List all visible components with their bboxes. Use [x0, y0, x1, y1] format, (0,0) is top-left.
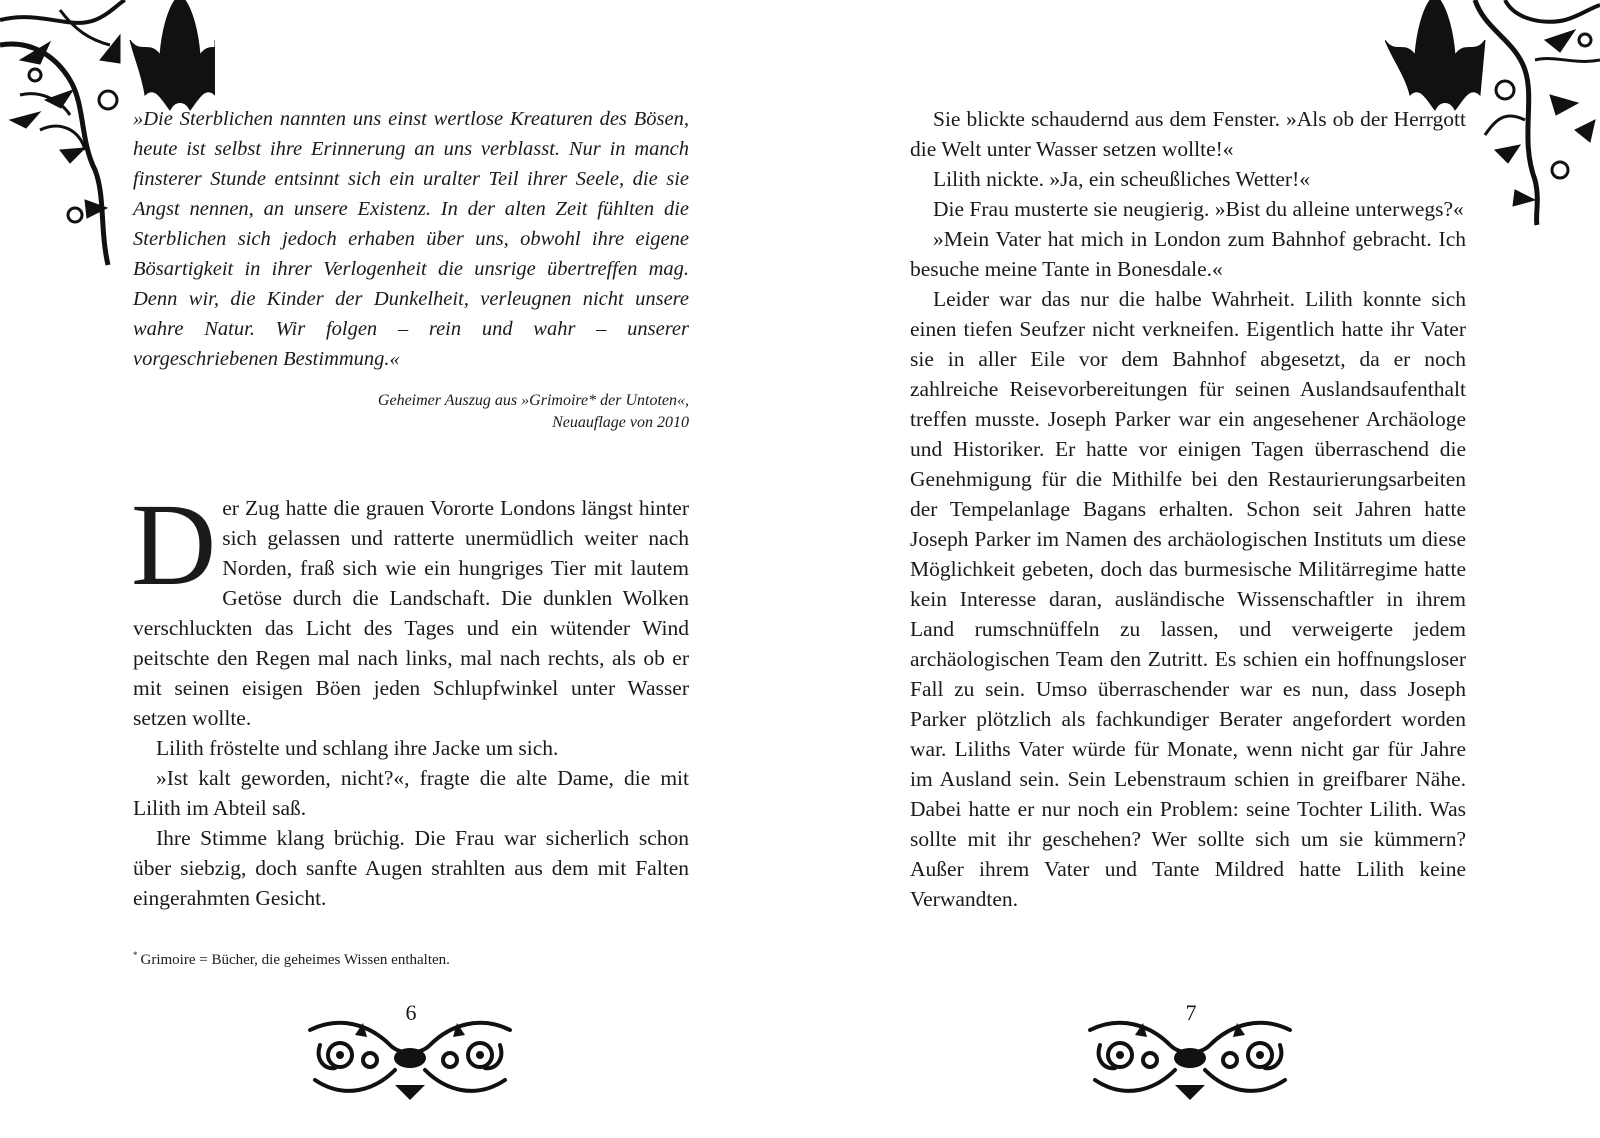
footnote-mark: * — [133, 950, 138, 960]
page-number: 6 — [405, 1000, 417, 1025]
paragraph: Die Frau musterte sie neugierig. »Bist du alleine unterwegs?« — [933, 197, 1464, 221]
scroll-flourish-ornament-icon — [1080, 1010, 1300, 1110]
paragraph: Leider war das nur die halbe Wahrheit. Lilith konnte sich einen tiefen Seufzer nicht verkneifen. Eigentlich hatte ihr Vater sie in aller Eile vor dem Bahnhof abgesetzt, da er noch zahlreiche Reisevorbereitungen für seinen Auslandsaufenthalt treffen musste. Joseph Parker war ein angesehener Archäologe und Historiker. Er hatte vor einigen Tagen überraschend die Genehmigung für die Mithilfe bei den Restaurierungsarbeiten der Tempelanlage Bagans erhalten. Schon seit Jahren hatte Joseph Parker im Namen des archäologischen Instituts um diese Möglichkeit gebeten, doch das burmesische Militärregime hatte kein Interesse daran, ausländische Wissenschaftler in ihrem Land rumschnüffeln zu lassen, und verweigerte jedem archäologischen Team den Zutritt. Es schien ein hoffnungsloser Fall zu sein. Umso überraschender war es nun, dass Joseph Parker plötzlich als fachkundiger Berater angefordert worden war. Liliths Vater würde für Monate, wenn nicht gar für Jahre im Ausland sein. Sein Lebenstraum schien in greifbarer Nähe. Dabei hatte er nur noch ein Problem: seine Tochter Lilith. Was sollte mit ihr geschehen? Wer sollte sich um sie kümmern? Außer ihrem Vater und Tante Mildred hatte Lilith keine Verwandten. — [910, 287, 1466, 911]
epigraph-source — [300, 390, 689, 434]
paragraph: Lilith nickte. »Ja, ein scheußliches Wetter!« — [933, 167, 1310, 191]
footnote — [133, 945, 689, 970]
paragraph: Lilith fröstelte und schlang ihre Jacke um sich. — [156, 736, 559, 760]
chapter-text — [910, 104, 1466, 914]
epigraph-source-line-2: Neuauflage von 2010 — [552, 414, 689, 431]
epigraph-source-line-1: Geheimer Auszug aus »Grimoire* der Untoten«, — [377, 392, 689, 409]
paragraph: Sie blickte schaudernd aus dem Fenster. »Als ob der Herrgott die Welt unter Wasser setzen wollte!« — [910, 107, 1466, 161]
page-number: 7 — [1185, 1000, 1197, 1025]
chapter-text — [131, 479, 689, 913]
paragraph: »Ist kalt geworden, nicht?«, fragte die alte Dame, die mit Lilith im Abteil saß. — [133, 766, 689, 820]
right-page — [800, 0, 1600, 1138]
scroll-flourish-ornament-icon — [300, 1010, 520, 1110]
paragraph — [131, 479, 689, 733]
footnote-text: Grimoire = Bücher, die geheimes Wissen enthalten. — [140, 952, 450, 968]
paragraph-text: er Zug hatte die grauen Vororte Londons längst hinter sich gelassen und ratterte unermüdlich weiter nach Norden, fraß sich wie ein hungriges Tier mit lautem Getöse durch die Landschaft. Die dunklen Wolken verschluckten das Licht des Tages und ein wütender Wind peitschte den Regen mal nach links, mal nach rechts, als ob er mit seinen eisigen Böen jeden Schlupfwinkel unter Wasser setzen wollte. — [133, 496, 689, 730]
drop-cap: D — [131, 479, 217, 610]
paragraph: Ihre Stimme klang brüchig. Die Frau war sicherlich schon über siebzig, doch sanfte Augen strahlten aus dem mit Falten eingerahmten Gesicht. — [133, 826, 689, 910]
epigraph-quote: »Die Sterblichen nannten uns einst wertlose Kreaturen des Bösen, heute ist selbst ihre Erinnerung an uns verblasst. Nur in manch finsterer Stunde entsinnt sich ein uralter Teil ihrer Seele, die sie Angst nennen, an unsere Existenz. In der alten Zeit fühlten die Sterblichen sich jedoch erhaben über uns, obwohl ihre eigene Bösartigkeit in ihrer Verlogenheit die unsrige übertreffen mag. Denn wir, die Kinder der Dunkelheit, verleugnen nicht unsere wahre Natur. Wir folgen – rein und wahr – unserer vorgeschriebenen Bestimmung.« — [133, 108, 689, 370]
paragraph: »Mein Vater hat mich in London zum Bahnhof gebracht. Ich besuche meine Tante in Bonesdale.« — [910, 227, 1466, 281]
